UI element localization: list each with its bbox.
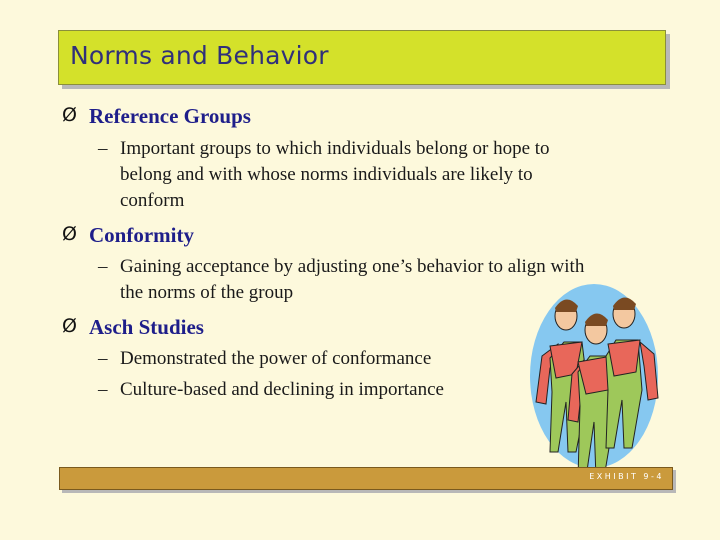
sub-line: Gaining acceptance by adjusting one’s behavior to align with: [120, 256, 585, 277]
exhibit-label: EXHIBIT 9-4: [589, 472, 664, 481]
sub-line: Important groups to which individuals belong or hope to: [120, 138, 550, 159]
dash-marker: –: [98, 348, 108, 369]
sub-line: conform: [120, 190, 185, 211]
sub-line: belong and with whose norms individuals are likely to: [120, 164, 533, 185]
slide-title: Norms and Behavior: [70, 41, 329, 70]
bullet-arrow-icon: Ø: [62, 223, 77, 245]
bullet-arrow-icon: Ø: [62, 104, 77, 126]
bullet-arrow-icon: Ø: [62, 315, 77, 337]
sub-line: the norms of the group: [120, 282, 294, 303]
sub-line: Culture-based and declining in importance: [120, 379, 444, 400]
dash-marker: –: [98, 256, 108, 277]
man-figure-right: [606, 297, 658, 448]
bullet-label: Conformity: [89, 223, 194, 247]
exhibit-footer-bar: [59, 467, 673, 490]
dash-marker: –: [98, 138, 108, 159]
title-box: [58, 30, 666, 85]
bullet-label: Asch Studies: [89, 315, 204, 339]
dash-marker: –: [98, 379, 108, 400]
bullet-label: Reference Groups: [89, 104, 251, 128]
three-men-illustration: [528, 282, 663, 480]
sub-line: Demonstrated the power of conformance: [120, 348, 432, 369]
